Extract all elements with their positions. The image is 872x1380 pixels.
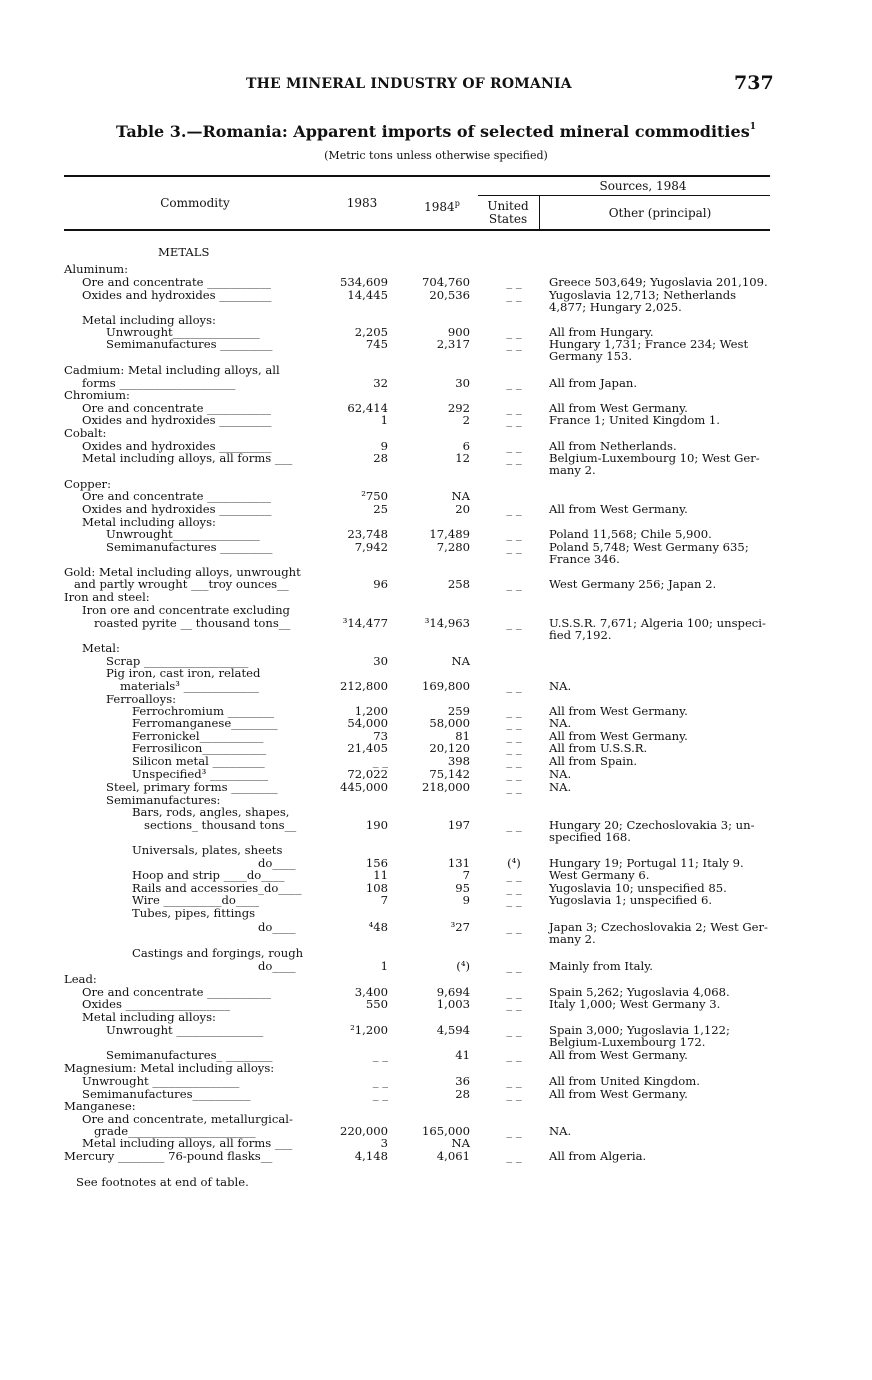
commodity-cell: Silicon metal _________ xyxy=(132,754,265,768)
commodity-cell: Oxides and hydroxides _________ xyxy=(82,439,272,453)
other-sources-cell: Poland 5,748; West Germany 635; xyxy=(549,540,749,554)
value-1983-cell: 745 xyxy=(365,337,388,351)
value-1983-cell: 534,609 xyxy=(340,275,388,289)
header-bottom-rule xyxy=(64,229,770,231)
united-states-cell: _ _ xyxy=(506,1149,522,1163)
commodity-cell: Magnesium: Metal including alloys: xyxy=(64,1061,275,1075)
united-states-cell: _ _ xyxy=(506,754,522,768)
united-states-cell: _ _ xyxy=(506,376,522,390)
commodity-cell: Ferronickel___________ xyxy=(132,729,264,743)
value-1983-cell: _ _ xyxy=(372,1048,388,1062)
value-1983-cell: 23,748 xyxy=(347,527,388,541)
commodity-cell: Gold: Metal including alloys, unwrought xyxy=(64,565,301,579)
value-1983-cell: 108 xyxy=(365,881,388,895)
united-states-cell: _ _ xyxy=(506,704,522,718)
value-1983-cell: 7,942 xyxy=(354,540,388,554)
table-row xyxy=(0,1150,872,1163)
sources-divider xyxy=(539,196,540,229)
united-states-cell: _ _ xyxy=(506,401,522,415)
commodity-cell: Ore and concentrate ___________ xyxy=(82,275,271,289)
value-1984-cell: 12 xyxy=(455,451,470,465)
value-1983-cell: _ _ xyxy=(372,1074,388,1088)
value-1984-cell: 75,142 xyxy=(429,767,470,781)
united-states-cell: _ _ xyxy=(506,527,522,541)
value-1983-cell: 3,400 xyxy=(354,985,388,999)
value-1984-cell: 258 xyxy=(447,577,470,591)
col-sources: Sources, 1984 xyxy=(599,179,687,193)
commodity-cell: Semimanufactures _________ xyxy=(106,540,273,554)
commodity-cell: roasted pyrite __ thousand tons__ xyxy=(94,616,291,630)
other-sources-cell: Yugoslavia 10; unspecified 85. xyxy=(549,881,727,895)
value-1983-cell: 28 xyxy=(373,451,388,465)
value-1984-cell: 131 xyxy=(447,856,470,870)
commodity-cell: Ferrochromium ________ xyxy=(132,704,275,718)
united-states-cell: _ _ xyxy=(506,288,522,302)
commodity-cell: Rails and accessories_do____ xyxy=(132,881,302,895)
other-sources-cell: Japan 3; Czechoslovakia 2; West Ger- xyxy=(549,920,768,934)
value-1984-cell: 81 xyxy=(455,729,470,743)
other-sources-cell: Spain 5,262; Yugoslavia 4,068. xyxy=(549,985,730,999)
value-1984-cell: NA xyxy=(451,1136,470,1150)
commodity-cell: Steel, primary forms ________ xyxy=(106,780,278,794)
table-subtitle: (Metric tons unless otherwise specified) xyxy=(324,149,548,162)
commodity-cell: Oxides and hydroxides _________ xyxy=(82,413,272,427)
other-sources-cell: All from Japan. xyxy=(549,376,638,390)
other-sources-cell: many 2. xyxy=(549,932,596,946)
commodity-cell: do____ xyxy=(258,959,296,973)
united-states-cell: _ _ xyxy=(506,439,522,453)
table-row xyxy=(0,742,872,755)
united-states-cell: _ _ xyxy=(506,540,522,554)
value-1984-cell: 95 xyxy=(455,881,470,895)
table-title-text: Table 3.—Romania: Apparent imports of selected mineral commodities xyxy=(116,122,750,141)
other-sources-cell: specified 168. xyxy=(549,830,631,844)
value-1984-cell: 20 xyxy=(455,502,470,516)
united-states-cell: _ _ xyxy=(506,337,522,351)
commodity-cell: grade______________________ xyxy=(94,1124,256,1138)
other-sources-cell: Yugoslavia 12,713; Netherlands xyxy=(549,288,737,302)
value-1983-cell: 190 xyxy=(365,818,388,832)
table-row xyxy=(0,907,872,920)
commodity-cell: Semimanufactures: xyxy=(106,793,221,807)
table-top-rule xyxy=(64,175,770,177)
commodity-cell: Tubes, pipes, fittings xyxy=(132,906,256,920)
value-1984-cell: 197 xyxy=(447,818,470,832)
commodity-cell: Unwrought_______________ xyxy=(106,325,260,339)
value-1983-cell: 550 xyxy=(365,997,388,1011)
commodity-cell: Semimanufactures__________ xyxy=(82,1087,251,1101)
united-states-cell: _ _ xyxy=(506,959,522,973)
united-states-cell: _ _ xyxy=(506,920,522,934)
table-row xyxy=(0,933,872,946)
united-states-cell: _ _ xyxy=(506,1074,522,1088)
united-states-cell: _ _ xyxy=(506,1048,522,1062)
commodity-cell: Copper: xyxy=(64,477,112,491)
commodity-cell: Ferroalloys: xyxy=(106,692,177,706)
value-1983-cell: 7 xyxy=(380,893,388,907)
value-1984-cell: 4,061 xyxy=(436,1149,470,1163)
commodity-cell: Unwrought_______________ xyxy=(106,527,260,541)
commodity-cell: Ore and concentrate ___________ xyxy=(82,985,271,999)
table-row xyxy=(0,414,872,427)
col-1983: 1983 xyxy=(346,196,378,210)
united-states-cell: _ _ xyxy=(506,780,522,794)
other-sources-cell: All from West Germany. xyxy=(549,1087,688,1101)
other-sources-cell: All from Hungary. xyxy=(549,325,654,339)
commodity-cell: Semimanufactures_ ________ xyxy=(106,1048,273,1062)
united-states-cell: _ _ xyxy=(506,679,522,693)
value-1984-cell: 169,800 xyxy=(422,679,470,693)
commodity-cell: Universals, plates, sheets xyxy=(132,843,283,857)
other-sources-cell: Germany 153. xyxy=(549,349,633,363)
col-us-line1: United xyxy=(487,199,529,213)
value-1983-cell: _ _ xyxy=(372,754,388,768)
value-1983-cell: 212,800 xyxy=(340,679,388,693)
united-states-cell: _ _ xyxy=(506,1124,522,1138)
other-sources-cell: West Germany 6. xyxy=(549,868,650,882)
value-1984-cell: 704,760 xyxy=(422,275,470,289)
table-row xyxy=(0,894,872,907)
col-1984-label: 1984 xyxy=(424,200,455,214)
united-states-cell: _ _ xyxy=(506,997,522,1011)
other-sources-cell: Belgium-Luxembourg 172. xyxy=(549,1035,706,1049)
col-us-line2: States xyxy=(488,212,528,226)
united-states-cell: _ _ xyxy=(506,716,522,730)
value-1984-cell: 165,000 xyxy=(422,1124,470,1138)
value-1983-cell: 25 xyxy=(373,502,388,516)
united-states-cell: _ _ xyxy=(506,1023,522,1037)
commodity-cell: do____ xyxy=(258,856,296,870)
value-1983-cell: 9 xyxy=(380,439,388,453)
value-1984-cell: 20,120 xyxy=(429,741,470,755)
col-1984-mark: p xyxy=(454,199,460,208)
page-header xyxy=(0,72,872,98)
value-1983-cell: ³14,477 xyxy=(342,616,388,630)
value-1984-cell: 30 xyxy=(455,376,470,390)
other-sources-cell: Belgium-Luxembourg 10; West Ger- xyxy=(549,451,760,465)
value-1984-cell: 41 xyxy=(455,1048,470,1062)
commodity-cell: Scrap __________________ xyxy=(106,654,249,668)
value-1983-cell: 96 xyxy=(373,577,388,591)
value-1983-cell: 30 xyxy=(373,654,388,668)
commodity-cell: Ore and concentrate, metallurgical- xyxy=(82,1112,293,1126)
other-sources-cell: All from West Germany. xyxy=(549,704,688,718)
value-1984-cell: 58,000 xyxy=(429,716,470,730)
value-1984-cell: NA xyxy=(451,654,470,668)
table-row xyxy=(0,629,872,642)
value-1983-cell: ²1,200 xyxy=(350,1023,388,1037)
value-1984-cell: ³27 xyxy=(450,920,470,934)
other-sources-cell: All from United Kingdom. xyxy=(549,1074,700,1088)
other-sources-cell: NA. xyxy=(549,780,572,794)
commodity-cell: Oxides __________________ xyxy=(82,997,231,1011)
united-states-cell: _ _ xyxy=(506,502,522,516)
value-1984-cell: 1,003 xyxy=(436,997,470,1011)
other-sources-cell: France 346. xyxy=(549,552,620,566)
united-states-cell: _ _ xyxy=(506,275,522,289)
table-row xyxy=(0,831,872,844)
value-1983-cell: 1 xyxy=(380,959,388,973)
value-1983-cell: ⁴48 xyxy=(368,920,388,934)
commodity-cell: Cadmium: Metal including alloys, all xyxy=(64,363,280,377)
commodity-cell: Lead: xyxy=(64,972,97,986)
value-1983-cell: 62,414 xyxy=(347,401,388,415)
value-1983-cell: 4,148 xyxy=(354,1149,388,1163)
value-1984-cell: 9,694 xyxy=(436,985,470,999)
value-1984-cell: 6 xyxy=(462,439,470,453)
value-1984-cell: 2 xyxy=(462,413,470,427)
commodity-cell: Ferromanganese________ xyxy=(132,716,278,730)
commodity-cell: Ferrosilicon___________ xyxy=(132,741,267,755)
col-1984 xyxy=(420,197,464,214)
table-row xyxy=(0,869,872,882)
united-states-cell: _ _ xyxy=(506,616,522,630)
value-1984-cell: 9 xyxy=(462,893,470,907)
united-states-cell: _ _ xyxy=(506,893,522,907)
commodity-cell: Aluminum: xyxy=(64,262,129,276)
value-1983-cell: 156 xyxy=(365,856,388,870)
value-1983-cell: 32 xyxy=(373,376,388,390)
other-sources-cell: 4,877; Hungary 2,025. xyxy=(549,300,682,314)
united-states-cell: _ _ xyxy=(506,818,522,832)
other-sources-cell: All from West Germany. xyxy=(549,729,688,743)
value-1984-cell: 36 xyxy=(455,1074,470,1088)
value-1983-cell: 1 xyxy=(380,413,388,427)
commodity-cell: Unspecified³ __________ xyxy=(132,767,268,781)
value-1983-cell: _ _ xyxy=(372,1087,388,1101)
value-1983-cell: ²750 xyxy=(361,489,388,503)
commodity-cell: Oxides and hydroxides _________ xyxy=(82,502,272,516)
commodity-cell: Unwrought _______________ xyxy=(106,1023,264,1037)
value-1984-cell: 7 xyxy=(462,868,470,882)
other-sources-cell: Greece 503,649; Yugoslavia 201,109. xyxy=(549,275,768,289)
other-sources-cell: All from West Germany. xyxy=(549,502,688,516)
value-1984-cell: 28 xyxy=(455,1087,470,1101)
value-1984-cell: ³14,963 xyxy=(424,616,470,630)
commodity-cell: Ore and concentrate ___________ xyxy=(82,401,271,415)
commodity-cell: Mercury ________ 76-pound flasks__ xyxy=(64,1149,273,1163)
commodity-cell: sections_ thousand tons__ xyxy=(144,818,297,832)
value-1983-cell: 73 xyxy=(373,729,388,743)
commodity-cell: forms ____________________ xyxy=(82,376,236,390)
united-states-cell: _ _ xyxy=(506,881,522,895)
value-1983-cell: 11 xyxy=(373,868,388,882)
value-1984-cell: 7,280 xyxy=(436,540,470,554)
other-sources-cell: All from Netherlands. xyxy=(549,439,677,453)
commodity-cell: do____ xyxy=(258,920,296,934)
value-1983-cell: 220,000 xyxy=(340,1124,388,1138)
other-sources-cell: Spain 3,000; Yugoslavia 1,122; xyxy=(549,1023,730,1037)
other-sources-cell: Yugoslavia 1; unspecified 6. xyxy=(549,893,713,907)
value-1983-cell: 1,200 xyxy=(354,704,388,718)
united-states-cell: _ _ xyxy=(506,325,522,339)
col-other-principal: Other (principal) xyxy=(608,206,712,220)
other-sources-cell: NA. xyxy=(549,767,572,781)
united-states-cell: _ _ xyxy=(506,413,522,427)
value-1983-cell: 3 xyxy=(380,1136,388,1150)
value-1984-cell: NA xyxy=(451,489,470,503)
col-united-states xyxy=(480,200,536,226)
other-sources-cell: fied 7,192. xyxy=(549,628,612,642)
table-row xyxy=(0,947,872,960)
united-states-cell: _ _ xyxy=(506,741,522,755)
commodity-cell: Wire __________do____ xyxy=(132,893,260,907)
sources-rule xyxy=(478,195,770,196)
other-sources-cell: All from U.S.S.R. xyxy=(549,741,648,755)
table-title-footnote: 1 xyxy=(749,122,756,132)
value-1983-cell: 14,445 xyxy=(347,288,388,302)
commodity-cell: Unwrought _______________ xyxy=(82,1074,240,1088)
united-states-cell: _ _ xyxy=(506,767,522,781)
value-1983-cell: 21,405 xyxy=(347,741,388,755)
page-number: 737 xyxy=(734,72,774,94)
section-metals: METALS xyxy=(158,245,210,259)
value-1984-cell: (⁴) xyxy=(456,959,470,973)
running-title: THE MINERAL INDUSTRY OF ROMANIA xyxy=(246,76,572,92)
other-sources-cell: Poland 11,568; Chile 5,900. xyxy=(549,527,712,541)
commodity-cell: materials³ _____________ xyxy=(120,679,259,693)
commodity-cell: Semimanufactures _________ xyxy=(106,337,273,351)
commodity-cell: Castings and forgings, rough xyxy=(132,946,304,960)
united-states-cell: (⁴) xyxy=(507,856,521,870)
value-1984-cell: 4,594 xyxy=(436,1023,470,1037)
commodity-cell: Oxides and hydroxides _________ xyxy=(82,288,272,302)
other-sources-cell: Italy 1,000; West Germany 3. xyxy=(549,997,721,1011)
value-1984-cell: 292 xyxy=(447,401,470,415)
value-1984-cell: 900 xyxy=(447,325,470,339)
table-row xyxy=(0,717,872,730)
commodity-cell: Iron and steel: xyxy=(64,590,150,604)
commodity-cell: Metal including alloys, all forms ___ xyxy=(82,1136,293,1150)
other-sources-cell: many 2. xyxy=(549,463,596,477)
other-sources-cell: NA. xyxy=(549,1124,572,1138)
commodity-cell: Manganese: xyxy=(64,1099,136,1113)
other-sources-cell: All from Algeria. xyxy=(549,1149,647,1163)
commodity-cell: Metal: xyxy=(82,641,120,655)
value-1984-cell: 17,489 xyxy=(429,527,470,541)
commodity-cell: Metal including alloys: xyxy=(82,313,216,327)
value-1984-cell: 398 xyxy=(447,754,470,768)
other-sources-cell: NA. xyxy=(549,679,572,693)
commodity-cell: Ore and concentrate ___________ xyxy=(82,489,271,503)
other-sources-cell: Hungary 19; Portugal 11; Italy 9. xyxy=(549,856,744,870)
value-1984-cell: 2,317 xyxy=(436,337,470,351)
value-1984-cell: 259 xyxy=(447,704,470,718)
united-states-cell: _ _ xyxy=(506,985,522,999)
value-1984-cell: 20,536 xyxy=(429,288,470,302)
commodity-cell: Metal including alloys: xyxy=(82,515,216,529)
commodity-cell: Iron ore and concentrate excluding xyxy=(82,603,290,617)
table-row xyxy=(0,350,872,363)
united-states-cell: _ _ xyxy=(506,577,522,591)
commodity-cell: Metal including alloys, all forms ___ xyxy=(82,451,293,465)
commodity-cell: Hoop and strip ____do____ xyxy=(132,868,285,882)
other-sources-cell: All from West Germany. xyxy=(549,401,688,415)
commodity-cell: Bars, rods, angles, shapes, xyxy=(132,805,290,819)
united-states-cell: _ _ xyxy=(506,451,522,465)
table-title xyxy=(0,122,872,141)
other-sources-cell: Hungary 1,731; France 234; West xyxy=(549,337,749,351)
other-sources-cell: All from Spain. xyxy=(549,754,638,768)
table-row xyxy=(0,960,872,973)
commodity-cell: and partly wrought ___troy ounces__ xyxy=(74,577,289,591)
value-1983-cell: 2,205 xyxy=(354,325,388,339)
united-states-cell: _ _ xyxy=(506,1087,522,1101)
other-sources-cell: NA. xyxy=(549,716,572,730)
value-1983-cell: 72,022 xyxy=(347,767,388,781)
value-1984-cell: 218,000 xyxy=(422,780,470,794)
other-sources-cell: All from West Germany. xyxy=(549,1048,688,1062)
commodity-cell: Metal including alloys: xyxy=(82,1010,216,1024)
value-1983-cell: 54,000 xyxy=(347,716,388,730)
united-states-cell: _ _ xyxy=(506,868,522,882)
other-sources-cell: West Germany 256; Japan 2. xyxy=(549,577,717,591)
commodity-cell: Cobalt: xyxy=(64,426,107,440)
table-row xyxy=(0,464,872,477)
other-sources-cell: France 1; United Kingdom 1. xyxy=(549,413,720,427)
footnote: See footnotes at end of table. xyxy=(76,1175,249,1189)
other-sources-cell: Mainly from Italy. xyxy=(549,959,653,973)
commodity-cell: Chromium: xyxy=(64,388,130,402)
value-1983-cell: 445,000 xyxy=(340,780,388,794)
united-states-cell: _ _ xyxy=(506,729,522,743)
other-sources-cell: U.S.S.R. 7,671; Algeria 100; unspeci- xyxy=(549,616,766,630)
commodity-cell: Pig iron, cast iron, related xyxy=(106,666,261,680)
other-sources-cell: Hungary 20; Czechoslovakia 3; un- xyxy=(549,818,755,832)
col-commodity: Commodity xyxy=(160,196,230,210)
